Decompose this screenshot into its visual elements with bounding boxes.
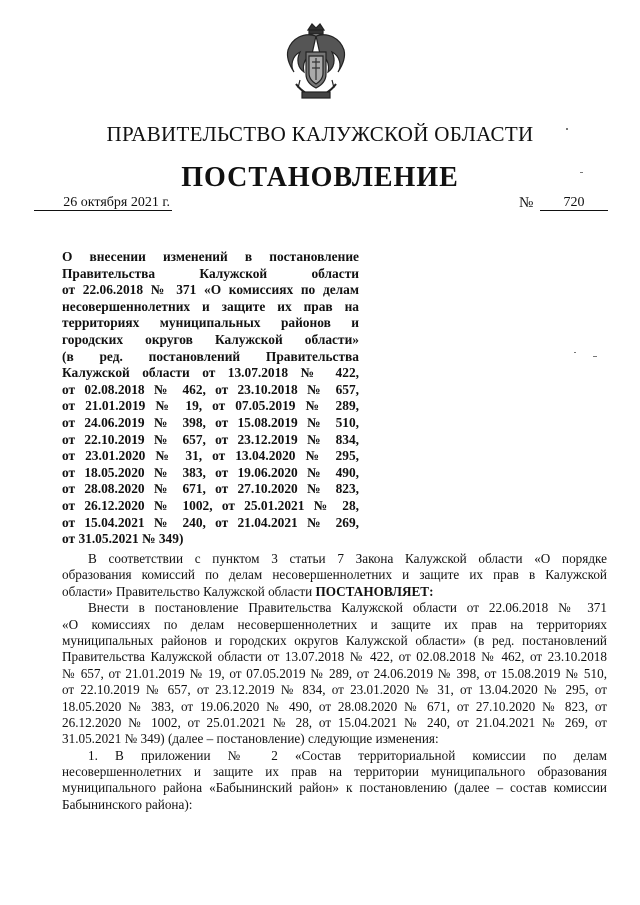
scan-speck bbox=[566, 128, 568, 130]
paragraph-line: несовершеннолетних и защите их прав на территории муниципального образования bbox=[62, 764, 607, 780]
subject-line: от 31.05.2021 № 349) bbox=[62, 531, 184, 547]
paragraph-line: Внести в постановление Правительства Калужской области от 22.06.2018 № 371 bbox=[88, 600, 607, 616]
subject-line: от 15.04.2021 № 240, от 21.04.2021 № 269, bbox=[62, 514, 359, 530]
paragraph-line: образования комиссий по делам несовершеннолетних и защите их прав в Калужской bbox=[62, 567, 607, 583]
paragraph-line: 1. В приложении № 2 «Состав территориальной комиссии по делам bbox=[88, 747, 607, 763]
paragraph-line: 31.05.2021 № 349) (далее – постановление) следующие изменения: bbox=[62, 731, 439, 747]
scan-speck bbox=[574, 352, 576, 353]
document-number-label: № bbox=[519, 195, 534, 211]
paragraph-line: муниципальных районов и городских округов Калужской области» (в ред. постановлений bbox=[62, 632, 607, 648]
subject-line: от 22.06.2018 № 371 «О комиссиях по делам bbox=[62, 282, 359, 298]
subject-line: от 24.06.2019 № 398, от 15.08.2019 № 510, bbox=[62, 414, 359, 430]
scan-speck bbox=[593, 356, 597, 357]
paragraph-line: «О комиссиях по делам несовершеннолетних и защите их прав на территориях bbox=[62, 616, 607, 632]
document-subject bbox=[62, 249, 359, 548]
resolution-keyword: ПОСТАНОВЛЯЕТ: bbox=[315, 583, 434, 599]
subject-line: Правительства Калужской области bbox=[62, 265, 359, 281]
document-date: 26 октября 2021 г. bbox=[34, 196, 172, 211]
subject-line: от 02.08.2018 № 462, от 23.10.2018 № 657, bbox=[62, 381, 359, 397]
document-number: 720 bbox=[540, 196, 608, 211]
subject-line: от 21.01.2019 № 19, от 07.05.2019 № 289, bbox=[62, 398, 359, 414]
paragraph-line: 26.12.2020 № 1002, от 25.01.2021 № 28, от 15.04.2021 № 240, от 21.04.2021 № 269, от bbox=[62, 714, 607, 730]
document-type-title: ПОСТАНОВЛЕНИЕ bbox=[181, 162, 459, 193]
subject-line: (в ред. постановлений Правительства bbox=[62, 348, 359, 364]
paragraph-text: области» Правительство Калужской области bbox=[62, 583, 316, 599]
subject-line: от 26.12.2020 № 1002, от 25.01.2021 № 28, bbox=[62, 497, 359, 513]
subject-line: О внесении изменений в постановление bbox=[62, 249, 359, 264]
subject-line: от 23.01.2020 № 31, от 13.04.2020 № 295, bbox=[62, 448, 359, 464]
paragraph-line bbox=[62, 584, 607, 600]
subject-line: от 22.10.2019 № 657, от 23.12.2019 № 834, bbox=[62, 431, 359, 447]
scan-speck bbox=[580, 172, 583, 173]
paragraph-line: В соответствии с пунктом 3 статьи 7 Закона Калужской области «О порядке bbox=[88, 551, 607, 566]
subject-line: от 18.05.2020 № 383, от 19.06.2020 № 490, bbox=[62, 464, 359, 480]
paragraph-line: 18.05.2020 № 383, от 19.06.2020 № 490, от 28.08.2020 № 671, от 27.10.2020 № 823, от bbox=[62, 698, 607, 714]
document-body bbox=[62, 551, 607, 813]
subject-line: Калужской области от 13.07.2018 № 422, bbox=[62, 365, 359, 381]
subject-line: от 28.08.2020 № 671, от 27.10.2020 № 823, bbox=[62, 481, 359, 497]
paragraph-line: Правительства Калужской области от 13.07.2018 № 422, от 02.08.2018 № 462, от 23.10.2018 bbox=[62, 649, 607, 665]
paragraph-line: Бабынинского района): bbox=[62, 796, 193, 812]
organization-title: ПРАВИТЕЛЬСТВО КАЛУЖСКОЙ ОБЛАСТИ bbox=[106, 122, 534, 146]
coat-of-arms-emblem bbox=[282, 22, 350, 102]
subject-line: городских округов Калужской области» bbox=[62, 331, 359, 347]
paragraph-line: муниципального района «Бабынинский район» к постановлению (далее – состав комиссии bbox=[62, 780, 607, 796]
paragraph-line: № 657, от 21.01.2019 № 19, от 07.05.2019 № 289, от 24.06.2019 № 398, от 15.08.2019 № 510, bbox=[62, 665, 607, 681]
subject-line: территориях муниципальных районов и bbox=[62, 315, 359, 331]
subject-line: несовершеннолетних и защите их прав на bbox=[62, 298, 359, 314]
paragraph-line: от 22.10.2019 № 657, от 23.12.2019 № 834, от 23.01.2020 № 31, от 13.04.2020 № 295, от bbox=[62, 682, 607, 698]
